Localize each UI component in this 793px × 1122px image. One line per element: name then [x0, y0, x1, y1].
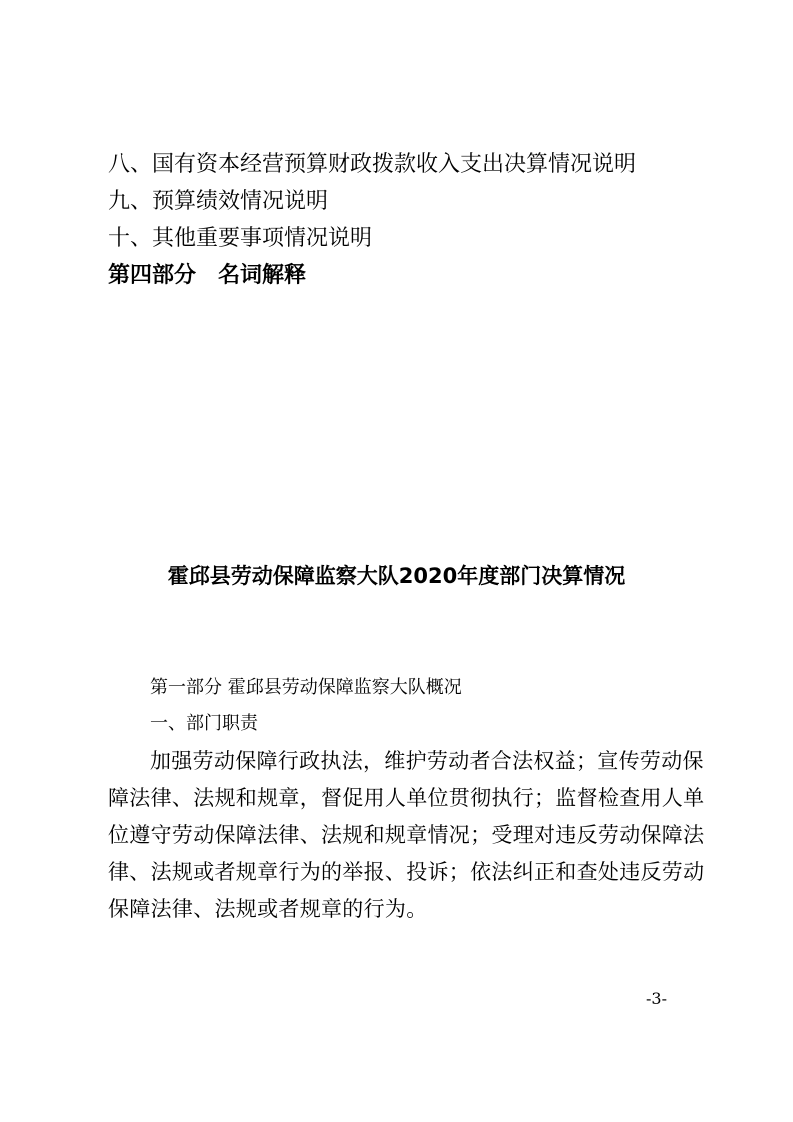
toc-part-4: 第四部分 名词解释: [108, 263, 307, 288]
page-number: -3-: [646, 989, 667, 1008]
duties-heading: 一、部门职责: [150, 713, 258, 734]
part-one-heading: 第一部分 霍邱县劳动保障监察大队概况: [150, 677, 462, 698]
document-title: 霍邱县劳动保障监察大队2020年度部门决算情况: [167, 564, 626, 588]
paragraph-line: 律、法规或者规章行为的举报、投诉；依法纠正和查处违反劳动: [108, 860, 705, 884]
paragraph-line: 位遵守劳动保障法律、法规和规章情况；受理对违反劳动保障法: [108, 823, 705, 847]
paragraph-line: 障法律、法规和规章，督促用人单位贯彻执行；监督检查用人单: [108, 786, 705, 810]
toc-item-9: 九、预算绩效情况说明: [108, 189, 329, 214]
toc-item-8: 八、国有资本经营预算财政拨款收入支出决算情况说明: [108, 152, 637, 177]
paragraph-line: 保障法律、法规或者规章的行为。: [108, 897, 428, 921]
paragraph-line: 加强劳动保障行政执法，维护劳动者合法权益；宣传劳动保: [150, 749, 704, 773]
toc-item-10: 十、其他重要事项情况说明: [108, 226, 373, 251]
